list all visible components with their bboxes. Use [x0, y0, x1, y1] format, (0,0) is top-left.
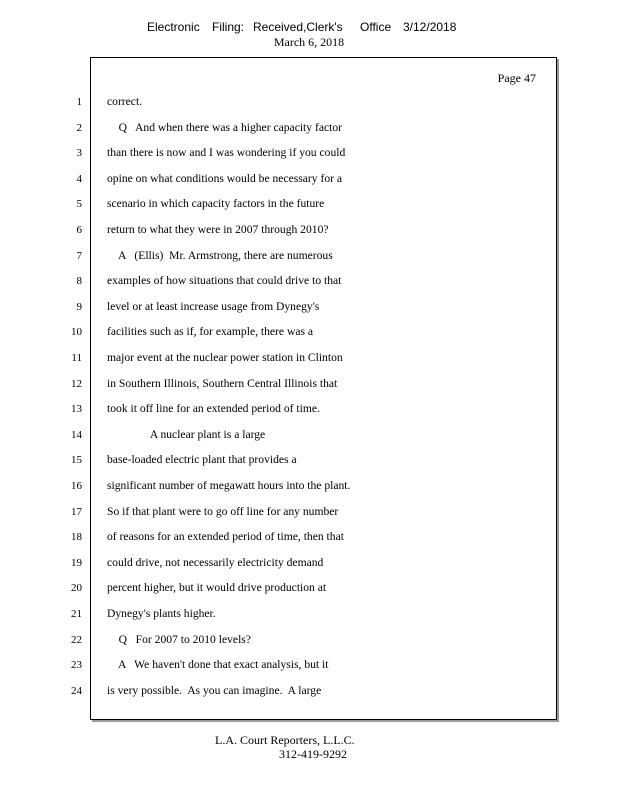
- transcript-line: level or at least increase usage from Dynegy's: [107, 300, 320, 313]
- line-number: 23: [71, 659, 82, 671]
- filing-stamp-filing: Filing:: [212, 20, 245, 34]
- transcript-line: return to what they were in 2007 through 2010?: [107, 223, 329, 236]
- line-number: 4: [76, 173, 82, 185]
- transcript-line: examples of how situations that could drive to that: [107, 274, 342, 287]
- transcript-line: Q And when there was a higher capacity factor: [107, 121, 343, 134]
- transcript-line: correct.: [107, 95, 143, 108]
- transcript-line: opine on what conditions would be necessary for a: [107, 172, 343, 185]
- transcript-line: in Southern Illinois, Southern Central Illinois that: [107, 377, 338, 390]
- line-number: 9: [76, 301, 82, 313]
- line-number: 16: [71, 480, 82, 492]
- transcript-line: So if that plant were to go off line for any number: [107, 505, 339, 518]
- line-number: 15: [71, 454, 82, 466]
- line-number: 3: [76, 147, 82, 159]
- line-number: 18: [71, 531, 82, 543]
- transcript-line: Q For 2007 to 2010 levels?: [107, 633, 251, 646]
- line-number: 17: [71, 506, 82, 518]
- transcript-line: of reasons for an extended period of time, then that: [107, 530, 344, 543]
- transcript-line: major event at the nuclear power station in Clinton: [107, 351, 343, 364]
- line-number: 11: [71, 352, 82, 364]
- transcript-line: is very possible. As you can imagine. A large: [107, 684, 322, 697]
- line-number: 13: [71, 403, 82, 415]
- line-number: 7: [76, 250, 82, 262]
- line-number: 24: [71, 685, 82, 697]
- transcript-line: significant number of megawatt hours into the plant.: [107, 479, 351, 492]
- filing-stamp-received: Received,Clerk's: [253, 20, 343, 34]
- hearing-date: March 6, 2018: [273, 35, 345, 49]
- transcript-line: could drive, not necessarily electricity demand: [107, 556, 324, 569]
- transcript-line: A (Ellis) Mr. Armstrong, there are numerous: [107, 249, 333, 262]
- transcript-line: Dynegy's plants higher.: [107, 607, 216, 620]
- court-reporter-phone: 312-419-9292: [279, 747, 347, 761]
- court-reporter-name: L.A. Court Reporters, L.L.C.: [215, 733, 355, 747]
- page-number: Page 47: [497, 71, 536, 85]
- transcript-line: A nuclear plant is a large: [107, 428, 266, 441]
- line-number: 1: [76, 96, 82, 108]
- transcript-line: scenario in which capacity factors in the future: [107, 197, 325, 210]
- filing-stamp-date: 3/12/2018: [403, 20, 457, 34]
- line-number: 2: [76, 122, 82, 134]
- line-number: 6: [76, 224, 82, 236]
- line-number: 19: [71, 557, 82, 569]
- line-number: 12: [71, 378, 82, 390]
- transcript-line: A We haven't done that exact analysis, but it: [107, 658, 329, 671]
- line-number: 10: [71, 326, 82, 338]
- transcript-line: facilities such as if, for example, there was a: [107, 325, 314, 338]
- line-number: 21: [71, 608, 82, 620]
- line-number: 20: [71, 582, 82, 594]
- line-number: 22: [71, 634, 82, 646]
- transcript-line: took it off line for an extended period of time.: [107, 402, 320, 415]
- transcript-line: base-loaded electric plant that provides a: [107, 453, 297, 466]
- line-number: 8: [76, 275, 82, 287]
- filing-stamp-office: Office: [360, 20, 392, 34]
- filing-stamp-electronic: Electronic: [147, 20, 200, 34]
- transcript-line: than there is now and I was wondering if you could: [107, 146, 346, 159]
- line-number: 5: [76, 198, 82, 210]
- line-number: 14: [71, 429, 82, 441]
- transcript-line: percent higher, but it would drive production at: [107, 581, 327, 594]
